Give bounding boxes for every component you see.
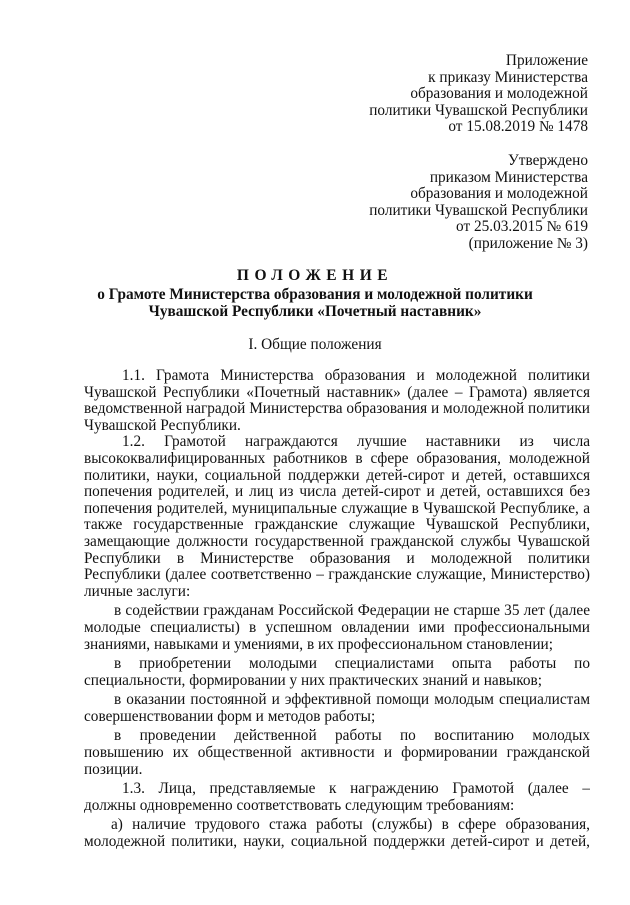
- paragraph-line: попечения родителей, и лиц из числа детей-сирот и детей, оставшихся без: [84, 484, 590, 501]
- approval-line: от 25.03.2015 № 619: [456, 218, 588, 236]
- paragraph-line: 1.2. Грамотой награждаются лучшие наставники из числа: [122, 434, 590, 451]
- requirement-line: а) наличие трудового стажа работы (службы) в сфере образования,: [111, 817, 590, 834]
- approval-line: приказом Министерства: [429, 168, 588, 186]
- appendix-line: Приложение: [505, 52, 588, 69]
- paragraph-line: высококвалифицированных работников в сфере образования, молодежной: [84, 450, 590, 467]
- merit-line: в приобретении молодыми специалистами опыта работы по: [114, 656, 590, 673]
- paragraph-line: ведомственной наградой Министерства образования и молодежной политики: [84, 401, 590, 418]
- merit-line: позиции.: [84, 760, 143, 778]
- approval-header: [369, 153, 588, 253]
- paragraph-line: политики, науки, социальной поддержки детей-сирот и детей, оставшихся: [84, 467, 590, 484]
- appendix-line: образования и молодежной: [410, 85, 588, 103]
- document-title: ПОЛОЖЕНИЕ: [236, 267, 394, 284]
- paragraph-line: 1.3. Лица, представляемые к награждению Грамотой (далее –: [122, 781, 590, 798]
- paragraph-line: попечения родителей, муниципальные служащие в Чувашской Республике, а: [84, 500, 590, 517]
- appendix-line: от 15.08.2019 № 1478: [448, 118, 588, 136]
- approval-line: Утверждено: [507, 152, 588, 169]
- appendix-header: [369, 53, 588, 136]
- document-subtitle: [0, 287, 630, 320]
- merit-line: повышению их общественной активности и формировании гражданской: [84, 745, 590, 762]
- merit-line: совершенствовании форм и методов работы;: [84, 707, 376, 725]
- paragraph-line: также государственные гражданские служащие Чувашской Республики,: [84, 517, 590, 534]
- paragraph-line: Чувашской Республики.: [84, 416, 241, 434]
- merit-line: молодые специалисты) в успешном овладении ими профессиональными: [84, 619, 590, 636]
- paragraph-line: должны одновременно соответствовать следующим требованиям:: [84, 796, 515, 814]
- merit-line: в проведении действенной работы по воспитанию молодых: [114, 728, 590, 745]
- subtitle-line: Чувашской Республики «Почетный наставник»: [148, 302, 482, 320]
- paragraph-line: Республики (далее соответственно – гражданские служащие, Министерство): [84, 567, 590, 584]
- merit-line: знаниями, навыками и умениями, в их профессиональном становлении;: [84, 635, 553, 653]
- appendix-line: политики Чувашской Республики: [369, 101, 588, 119]
- merit-line: в содействии гражданам Российской Федерации не старше 35 лет (далее: [114, 603, 590, 620]
- approval-line: политики Чувашской Республики: [369, 201, 588, 219]
- paragraph-line: Республики в Министерстве образования и молодежной политики: [84, 550, 590, 567]
- paragraph-line: Чувашской Республики «Почетный наставник» (далее – Грамота) является: [84, 384, 590, 401]
- approval-line: (приложение № 3): [468, 234, 588, 252]
- merit-line: в оказании постоянной и эффективной помощи молодым специалистам: [114, 692, 590, 709]
- paragraph-line: личные заслуги:: [84, 582, 191, 600]
- appendix-line: к приказу Министерства: [428, 68, 588, 86]
- document-body: [84, 368, 590, 851]
- requirement-line: молодежной политики, науки, социальной поддержки детей-сирот и детей,: [84, 834, 590, 851]
- merit-line: специальности, формировании у них практических знаний и навыков;: [84, 671, 542, 689]
- approval-line: образования и молодежной: [410, 185, 588, 203]
- paragraph-line: замещающие должности государственной гражданской службы Чувашской: [84, 533, 590, 550]
- section-heading: I. Общие положения: [248, 336, 382, 353]
- paragraph-line: 1.1. Грамота Министерства образования и молодежной политики: [122, 368, 590, 384]
- subtitle-line: о Грамоте Министерства образования и молодежной политики: [97, 286, 533, 303]
